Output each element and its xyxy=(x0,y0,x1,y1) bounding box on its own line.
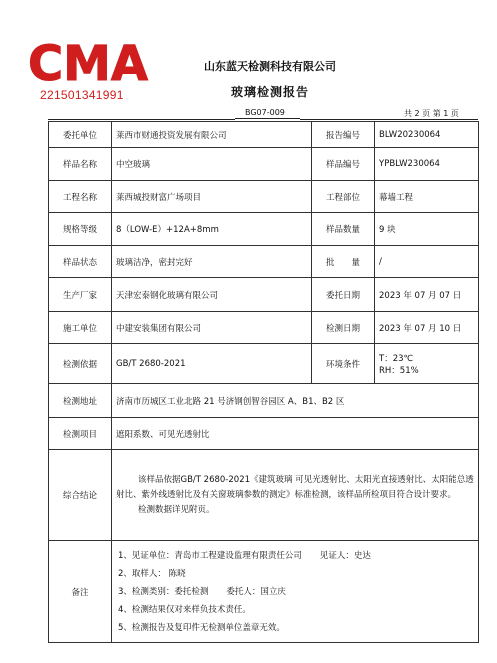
humidity-value: RH：51% xyxy=(379,365,419,376)
conclusion-value xyxy=(112,450,479,541)
table-row xyxy=(49,213,479,246)
table-row xyxy=(49,344,479,384)
client-label: 委托单位 xyxy=(49,122,112,148)
doc-code: BG07-009 xyxy=(245,108,285,117)
environment-value xyxy=(375,344,479,384)
remark-line-4: 4、检测结果仅对来样负技术责任。 xyxy=(118,604,251,615)
manufacturer-label: 生产厂家 xyxy=(49,278,112,312)
table-row xyxy=(49,384,479,418)
remark-line-3 xyxy=(118,583,472,601)
report-no-value: BLW20230064 xyxy=(375,122,479,148)
page-info: 共 2 页 第 1 页 xyxy=(404,109,459,118)
basis-value: GB/T 2680-2021 xyxy=(112,344,312,384)
cert-number: 221501341991 xyxy=(40,88,124,102)
status-label: 样品状态 xyxy=(49,246,112,278)
company-name: 山东蓝天检测科技有限公司 xyxy=(204,60,336,73)
temperature-value: T：23℃ xyxy=(379,353,414,364)
conclusion-paragraph: 该样品依据GB/T 2680-2021《建筑玻璃 可见光透射比、太阳光直接透射比、太阳能总透射比、紫外线透射比及有关窗玻璃参数的测定》标准检测，该样品所检项目符合设计要求。 xyxy=(116,474,474,500)
sample-no-value: YPBLW230064 xyxy=(375,148,479,181)
manufacturer-value: 天津宏泰钢化玻璃有限公司 xyxy=(112,278,312,312)
quantity-label: 样品数量 xyxy=(312,213,375,246)
client-value: 莱西市财通投资发展有限公司 xyxy=(112,122,312,148)
table-row xyxy=(49,418,479,450)
test-category: 3、检测类别：委托检测 xyxy=(118,586,209,597)
remark-line-1 xyxy=(118,547,472,565)
sample-no-label: 样品编号 xyxy=(312,148,375,181)
project-part-value: 幕墙工程 xyxy=(375,181,479,213)
quantity-value: 9 块 xyxy=(375,213,479,246)
witness-person: 见证人：史达 xyxy=(319,550,371,561)
header-rule-left xyxy=(48,119,235,120)
table-row xyxy=(49,312,479,344)
report-title: 玻璃检测报告 xyxy=(230,85,309,99)
sample-name-value: 中空玻璃 xyxy=(112,148,312,181)
table-row xyxy=(49,148,479,181)
remark-line-2: 2、取样人： 陈晓 xyxy=(118,568,186,579)
construction-label: 施工单位 xyxy=(49,312,112,344)
witness-unit: 1、见证单位：青岛市工程建设监理有限责任公司 xyxy=(118,550,302,561)
cma-logo xyxy=(27,34,149,96)
table-row xyxy=(49,181,479,213)
environment-label: 环境条件 xyxy=(312,344,375,384)
table-row xyxy=(49,450,479,541)
project-name-value: 莱西城投财富广场项目 xyxy=(112,181,312,213)
table-row xyxy=(49,246,479,278)
construction-value: 中建安装集团有限公司 xyxy=(112,312,312,344)
header-rule-right xyxy=(300,119,478,120)
entrust-date-value: 2023 年 07 月 07 日 xyxy=(375,278,479,312)
sample-name-label: 样品名称 xyxy=(49,148,112,181)
header-rule-mid xyxy=(235,118,300,119)
status-value: 玻璃洁净，密封完好 xyxy=(112,246,312,278)
entrust-date-label: 委托日期 xyxy=(312,278,375,312)
batch-value: / xyxy=(375,246,479,278)
table-row xyxy=(49,541,479,643)
report-table xyxy=(48,121,479,643)
remark-line-5: 5、检测报告及复印件无检测单位盖章无效。 xyxy=(118,622,285,633)
entrusting-person: 委托人：国立庆 xyxy=(226,586,286,597)
project-part-label: 工程部位 xyxy=(312,181,375,213)
basis-label: 检测依据 xyxy=(49,344,112,384)
address-value: 济南市历城区工业北路 21 号济钢创智谷园区 A、B1、B2 区 xyxy=(112,384,479,418)
items-value: 遮阳系数、可见光透射比 xyxy=(112,418,479,450)
spec-value: 8（LOW-E）+12A+8mm xyxy=(112,213,312,246)
remarks-label: 备注 xyxy=(49,541,112,643)
conclusion-label: 综合结论 xyxy=(49,450,112,541)
test-date-value: 2023 年 07 月 10 日 xyxy=(375,312,479,344)
report-no-label: 报告编号 xyxy=(312,122,375,148)
batch-label: 批 量 xyxy=(312,246,375,278)
table-row xyxy=(49,278,479,312)
project-name-label: 工程名称 xyxy=(49,181,112,213)
svg-text:CMA: CMA xyxy=(27,36,149,92)
test-date-label: 检测日期 xyxy=(312,312,375,344)
remarks-value xyxy=(112,541,479,643)
address-label: 检测地址 xyxy=(49,384,112,418)
spec-label: 规格等级 xyxy=(49,213,112,246)
table-row xyxy=(49,122,479,148)
items-label: 检测项目 xyxy=(49,418,112,450)
conclusion-note: 检测数据详见附页。 xyxy=(138,504,215,515)
